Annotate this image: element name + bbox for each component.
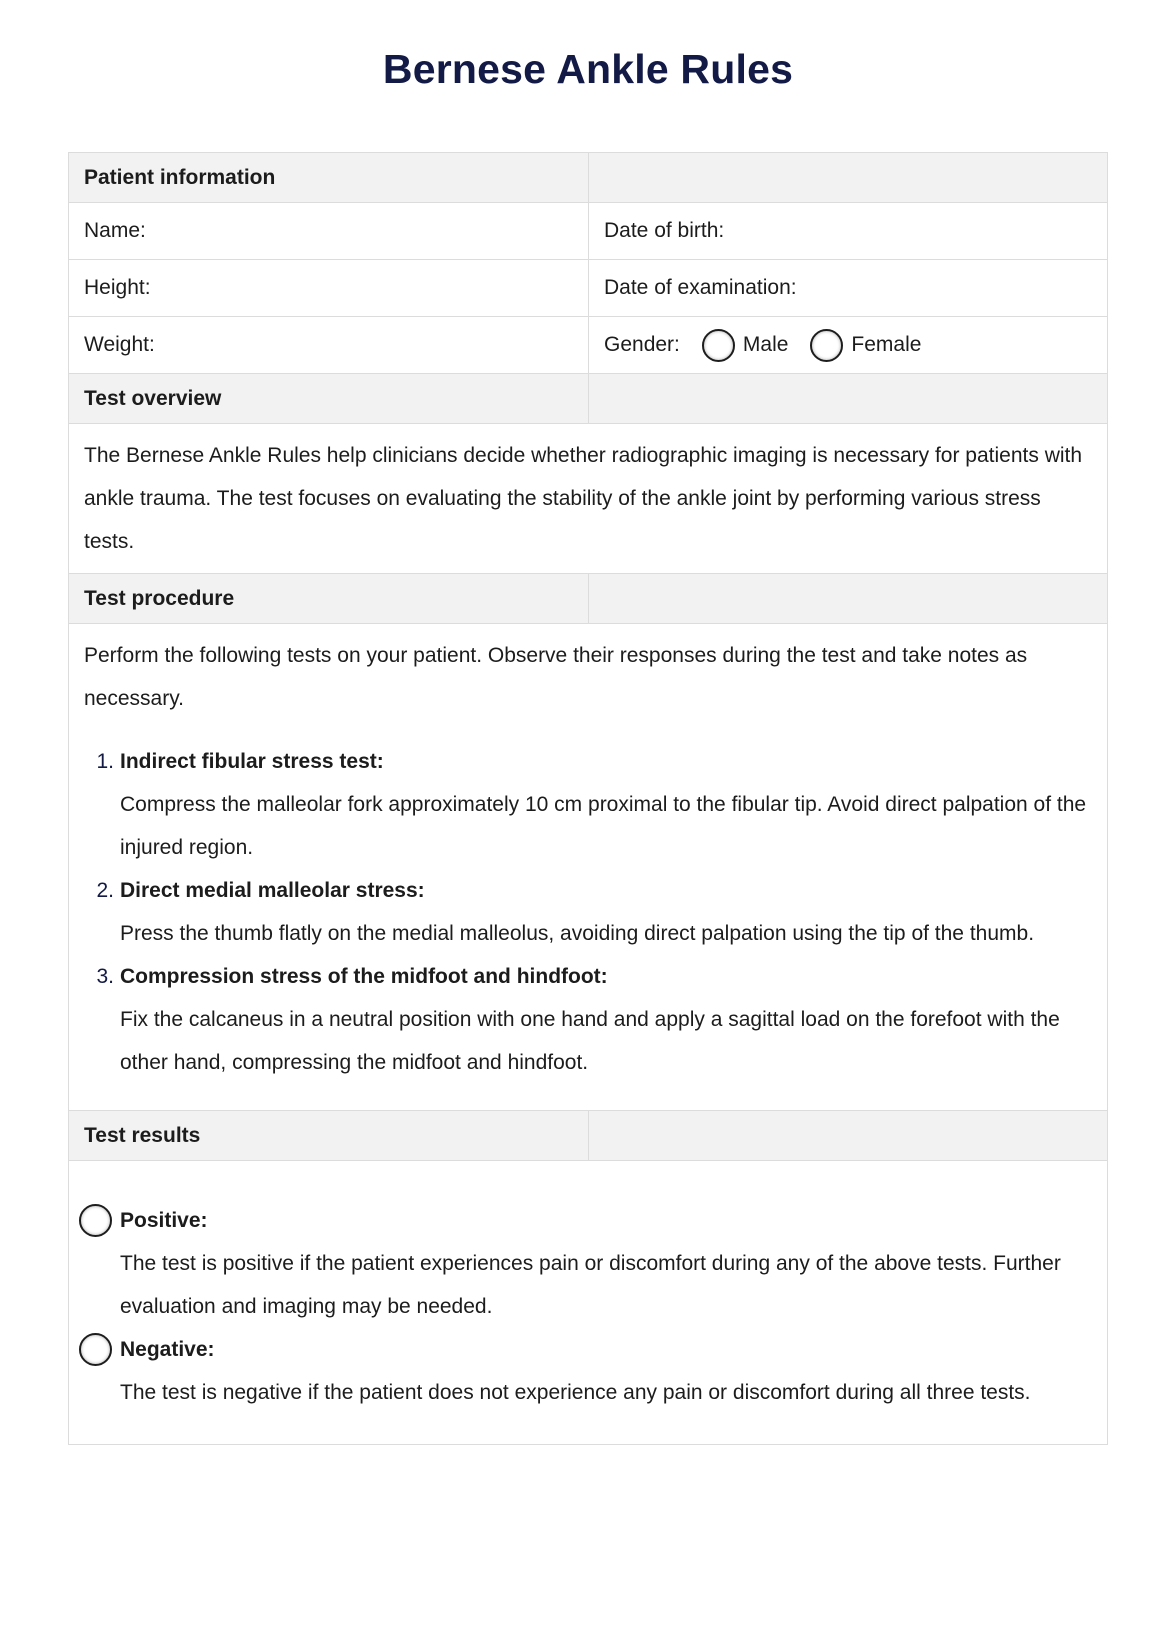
section-header-test-overview: [69, 374, 1107, 424]
field-row: [69, 203, 1107, 260]
section-title: Test overview: [84, 386, 222, 410]
procedure-step: [84, 740, 1092, 869]
procedure-step: [84, 955, 1092, 1084]
test-overview-body: [69, 424, 1107, 574]
test-overview-text: The Bernese Ankle Rules help clinicians decide whether radiographic imaging is necessary for patients with ankle trauma. The test focuses on evaluating the stability of the ankle joint by performing various stress tests.: [84, 444, 1083, 553]
date-of-examination-field[interactable]: [588, 260, 1107, 316]
field-row: [69, 317, 1107, 374]
result-description: The test is negative if the patient does not experience any pain or discomfort during all three tests.: [120, 1381, 1031, 1404]
step-number: 3.: [96, 965, 114, 988]
section-title: Patient information: [84, 165, 276, 189]
result-option-negative: [84, 1328, 1092, 1414]
step-title: Indirect fibular stress test:: [120, 750, 384, 773]
test-results-content: [69, 1161, 1107, 1444]
procedure-step: [84, 869, 1092, 955]
weight-field[interactable]: [69, 317, 588, 373]
form-sheet: [68, 152, 1108, 1445]
result-title: Negative:: [120, 1338, 215, 1361]
test-procedure-body: [69, 624, 1107, 1111]
section-header-test-procedure: [69, 574, 1107, 624]
height-label: Height:: [84, 276, 151, 299]
section-header-spacer: [588, 153, 1107, 202]
negative-radio[interactable]: [79, 1333, 112, 1366]
result-option-positive: [84, 1199, 1092, 1328]
gender-male-label: Male: [742, 333, 789, 356]
gender-male-radio[interactable]: [702, 329, 735, 362]
test-results-body: [69, 1161, 1107, 1444]
gender-label: Gender:: [604, 333, 680, 356]
gender-female-radio[interactable]: [810, 329, 843, 362]
section-header-spacer: [588, 374, 1107, 423]
gender-female-label: Female: [851, 333, 922, 356]
weight-label: Weight:: [84, 333, 155, 356]
field-row: [69, 260, 1107, 317]
height-field[interactable]: [69, 260, 588, 316]
page-title: Bernese Ankle Rules: [382, 46, 794, 92]
date-of-birth-label: Date of birth:: [604, 219, 725, 242]
step-title: Compression stress of the midfoot and hindfoot:: [120, 965, 608, 988]
step-number: 2.: [96, 879, 114, 902]
section-header-patient-information: [69, 153, 1107, 203]
section-header-test-results: [69, 1111, 1107, 1161]
positive-radio[interactable]: [79, 1204, 112, 1237]
gender-field: [588, 317, 1107, 373]
section-header-spacer: [588, 574, 1107, 623]
name-label: Name:: [84, 219, 146, 242]
step-description: Compress the malleolar fork approximately 10 cm proximal to the fibular tip. Avoid direct palpation of the injured region.: [120, 793, 1087, 859]
step-number: 1.: [96, 750, 114, 773]
procedure-steps-list: [84, 740, 1092, 1084]
name-field[interactable]: [69, 203, 588, 259]
section-title: Test procedure: [84, 586, 235, 610]
procedure-intro-text: Perform the following tests on your patient. Observe their responses during the test and take notes as necessary.: [84, 644, 1028, 710]
result-title: Positive:: [120, 1209, 208, 1232]
step-title: Direct medial malleolar stress:: [120, 879, 425, 902]
result-description: The test is positive if the patient experiences pain or discomfort during any of the above tests. Further evaluation and imaging may be needed.: [120, 1252, 1061, 1318]
date-of-examination-label: Date of examination:: [604, 276, 797, 299]
step-description: Press the thumb flatly on the medial malleolus, avoiding direct palpation using the tip of the thumb.: [120, 922, 1035, 945]
step-description: Fix the calcaneus in a neutral position with one hand and apply a sagittal load on the forefoot with the other hand, compressing the midfoot and hindfoot.: [120, 1008, 1060, 1074]
test-procedure-content: [69, 624, 1107, 1110]
section-header-spacer: [588, 1111, 1107, 1160]
date-of-birth-field[interactable]: [588, 203, 1107, 259]
section-title: Test results: [84, 1123, 201, 1147]
